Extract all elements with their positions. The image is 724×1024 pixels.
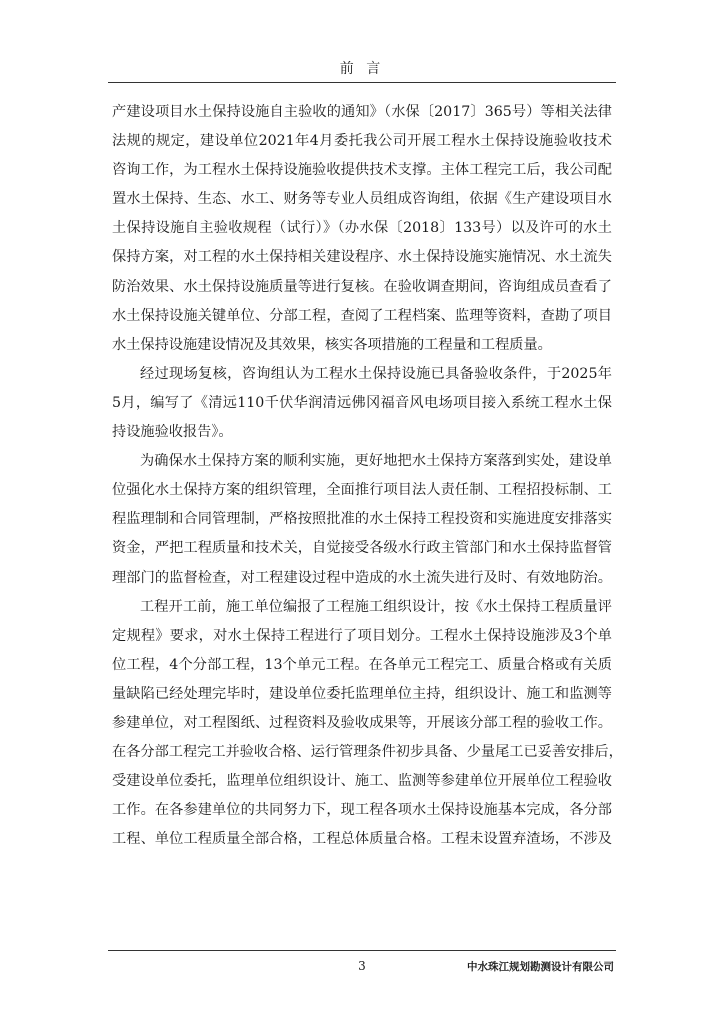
text-line: 资金，严把工程质量和技术关，自觉接受各级水行政主管部门和水土保持监督管 xyxy=(112,540,612,557)
text-line: 理部门的监督检查，对工程建设过程中造成的水土流失进行及时、有效地防治。 xyxy=(112,569,612,586)
footer-divider xyxy=(108,950,616,951)
document-body xyxy=(112,98,623,854)
text-line: 法规的规定，建设单位2021年4月委托我公司开展工程水土保持设施验收技术 xyxy=(112,133,612,150)
text-line: 程监理制和合同管理制，严格按照批准的水土保持工程投资和实施进度安排落实 xyxy=(112,511,612,528)
text-line: 参建单位，对工程图纸、过程资料及验收成果等，开展该分部工程的验收工作。 xyxy=(112,714,612,731)
text-line: 水土保持设施关键单位、分部工程，查阅了工程档案、监理等资料，查勘了项目 xyxy=(112,307,612,324)
text-line: 工程开工前，施工单位编报了工程施工组织设计，按《水土保持工程质量评 xyxy=(140,598,612,615)
text-line: 工程、单位工程质量全部合格，工程总体质量合格。工程未设置弃渣场，不涉及 xyxy=(112,831,612,848)
text-line: 咨询工作，为工程水土保持设施验收提供技术支撑。主体工程完工后，我公司配 xyxy=(112,162,612,179)
text-line: 持设施验收报告》。 xyxy=(112,424,233,441)
running-header-title: 前 言 xyxy=(339,61,385,77)
text-line: 工作。在各参建单位的共同努力下，现工程各项水土保持设施基本完成，各分部 xyxy=(112,802,612,819)
text-line: 经过现场复核，咨询组认为工程水土保持设施已具备验收条件，于2025年 xyxy=(140,365,612,382)
text-line: 位强化水土保持方案的组织管理，全面推行项目法人责任制、工程招投标制、工 xyxy=(112,482,612,499)
text-line: 位工程，4个分部工程，13个单元工程。在各单元工程完工、质量合格或有关质 xyxy=(112,656,612,673)
text-line: 防治效果、水土保持设施质量等进行复核。在验收调查期间，咨询组成员查看了 xyxy=(112,278,612,295)
text-line: 水土保持设施建设情况及其效果，核实各项措施的工程量和工程质量。 xyxy=(112,336,552,353)
paragraph-1 xyxy=(112,98,612,360)
text-line: 受建设单位委托，监理单位组织设计、施工、监测等参建单位开展单位工程验收 xyxy=(112,773,612,790)
text-line: 量缺陷已经处理完毕时，建设单位委托监理单位主持，组织设计、施工和监测等 xyxy=(112,685,612,702)
header-divider xyxy=(108,82,616,83)
text-line: 在各分部工程完工并验收合格、运行管理条件初步具备、少量尾工已妥善安排后， xyxy=(112,744,623,761)
text-line: 5月，编写了《清远110千伏华润清远佛冈福音风电场项目接入系统工程水土保 xyxy=(112,394,612,411)
paragraph-3 xyxy=(112,447,612,592)
text-line: 产建设项目水土保持设施自主验收的通知》（水保〔2017〕365号）等相关法律 xyxy=(112,104,612,120)
paragraph-4 xyxy=(112,593,623,855)
text-line: 置水土保持、生态、水工、财务等专业人员组成咨询组，依据《生产建设项目水 xyxy=(112,191,612,208)
text-line: 土保持设施自主验收规程（试行）》（办水保〔2018〕133号）以及许可的水土 xyxy=(112,220,612,237)
company-name: 中水珠江规划勘测设计有限公司 xyxy=(467,961,614,973)
text-line: 保持方案，对工程的水土保持相关建设程序、水土保持设施实施情况、水土流失 xyxy=(112,249,612,266)
paragraph-2 xyxy=(112,360,612,447)
text-line: 定规程》要求，对水土保持工程进行了项目划分。工程水土保持设施涉及3个单 xyxy=(112,627,612,644)
text-line: 为确保水土保持方案的顺利实施，更好地把水土保持方案落到实处，建设单 xyxy=(140,453,612,470)
page-number: 3 xyxy=(358,959,366,973)
